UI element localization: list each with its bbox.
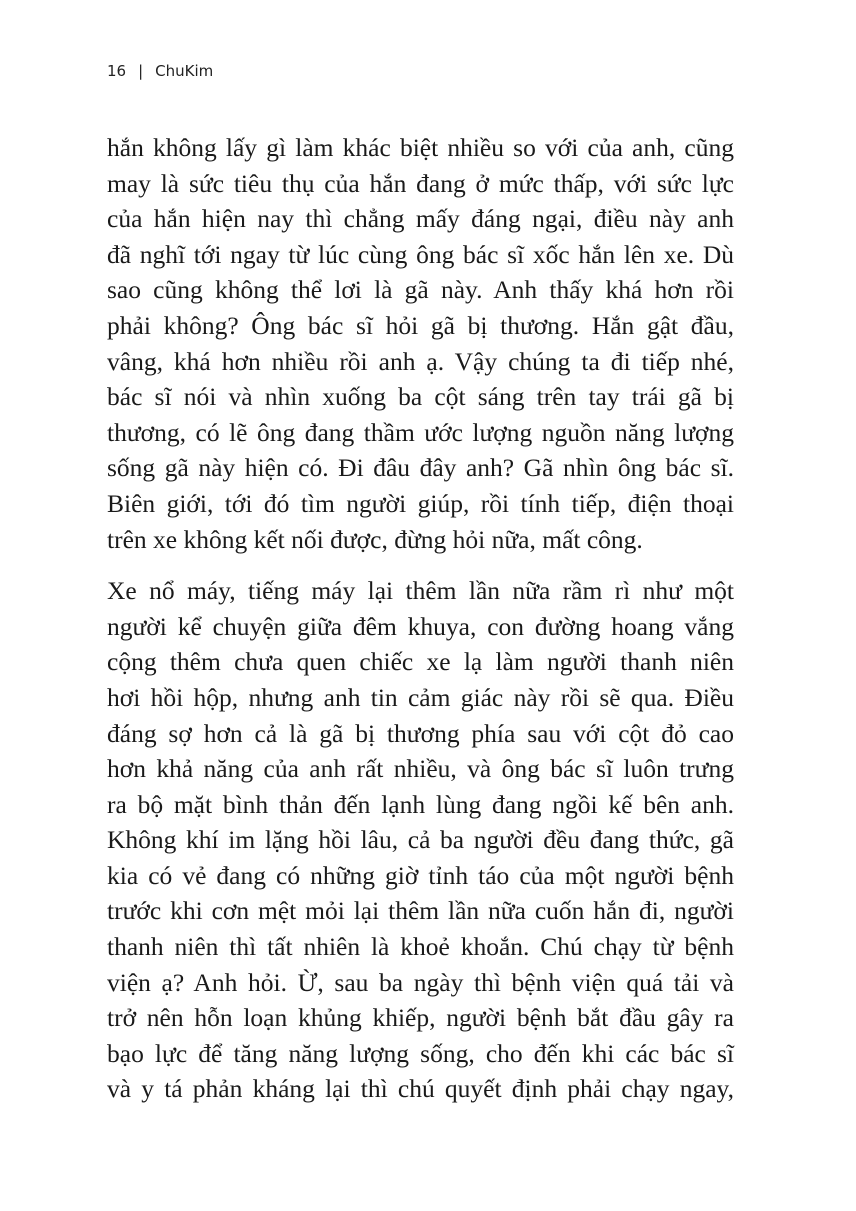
author-name: ChuKim	[155, 62, 214, 80]
text-line: kia có vẻ đang có những giờ tỉnh táo của một người bệnh	[107, 860, 734, 890]
text-line: hơi hồi hộp, nhưng anh tin cảm giác này rồi sẽ qua. Điều	[107, 682, 734, 712]
running-header	[107, 62, 213, 80]
text-line: Không khí im lặng hồi lâu, cả ba người đều đang thức, gã	[107, 825, 734, 855]
text-line: hắn không lấy gì làm khác biệt nhiều so với của anh, cũng	[107, 133, 734, 162]
text-line: cộng thêm chưa quen chiếc xe lạ làm người thanh niên	[107, 647, 734, 677]
text-line: bác sĩ nói và nhìn xuống ba cột sáng trên tay trái gã bị	[107, 382, 734, 412]
text-line: ra bộ mặt bình thản đến lạnh lùng đang ngồi kế bên anh.	[107, 789, 734, 819]
text-line: của hắn hiện nay thì chẳng mấy đáng ngại, điều này anh	[107, 204, 734, 234]
header-separator: |	[138, 62, 144, 80]
text-line: Biên giới, tới đó tìm người giúp, rồi tính tiếp, điện thoại	[107, 488, 734, 518]
text-line: trước khi cơn mệt mỏi lại thêm lần nữa cuốn hắn đi, người	[107, 896, 734, 926]
paragraph	[107, 130, 734, 557]
text-line: bạo lực để tăng năng lượng sống, cho đến khi các bác sĩ	[107, 1038, 734, 1068]
text-line: vâng, khá hơn nhiều rồi anh ạ. Vậy chúng ta đi tiếp nhé,	[107, 346, 734, 376]
paragraph	[107, 573, 734, 1107]
text-line: người kể chuyện giữa đêm khuya, con đường hoang vắng	[107, 611, 734, 641]
text-line: sao cũng không thể lơi là gã này. Anh thấy khá hơn rồi	[107, 275, 734, 305]
text-line: đáng sợ hơn cả là gã bị thương phía sau với cột đỏ cao	[107, 718, 734, 748]
text-line: thương, có lẽ ông đang thầm ước lượng nguồn năng lượng	[107, 417, 734, 447]
text-line: trên xe không kết nối được, đừng hỏi nữa, mất công.	[107, 524, 643, 554]
page-body	[107, 130, 734, 1123]
text-line: đã nghĩ tới ngay từ lúc cùng ông bác sĩ xốc hắn lên xe. Dù	[107, 239, 734, 269]
text-line: thanh niên thì tất nhiên là khoẻ khoắn. Chú chạy từ bệnh	[107, 932, 734, 962]
text-line: phải không? Ông bác sĩ hỏi gã bị thương. Hắn gật đầu,	[107, 310, 734, 340]
text-line: trở nên hỗn loạn khủng khiếp, người bệnh bắt đầu gây ra	[107, 1003, 734, 1033]
text-line: hơn khả năng của anh rất nhiều, và ông bác sĩ luôn trưng	[107, 754, 734, 784]
page-number: 16	[107, 62, 127, 80]
text-line: may là sức tiêu thụ của hắn đang ở mức thấp, với sức lực	[107, 168, 734, 198]
text-line: Xe nổ máy, tiếng máy lại thêm lần nữa rầm rì như một	[107, 576, 734, 606]
text-line: viện ạ? Anh hỏi. Ừ, sau ba ngày thì bệnh viện quá tải và	[107, 967, 734, 997]
text-line: sống gã này hiện có. Đi đâu đây anh? Gã nhìn ông bác sĩ.	[107, 453, 734, 483]
text-line: và y tá phản kháng lại thì chú quyết định phải chạy ngay,	[107, 1074, 734, 1104]
